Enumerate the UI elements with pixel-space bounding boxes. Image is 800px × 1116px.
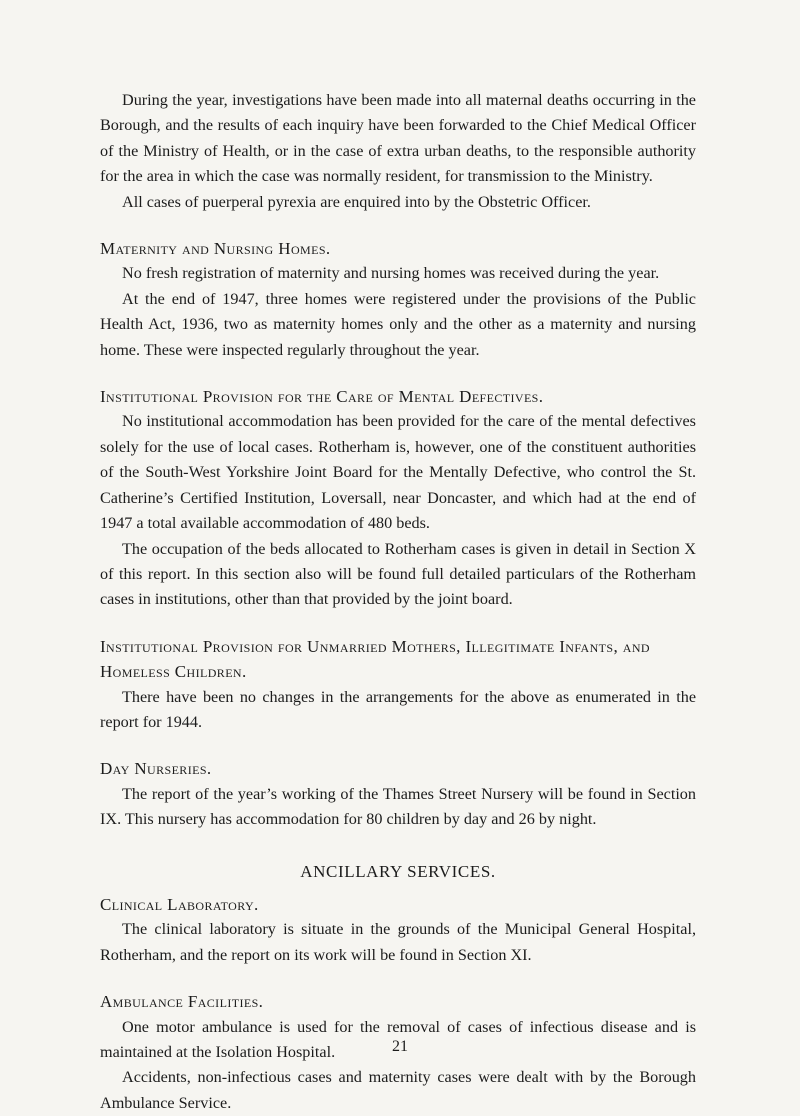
mental-defectives-section bbox=[100, 384, 696, 613]
intro-paragraph-1: During the year, investigations have been made into all maternal deaths occurring in the Borough, and the results of each inquiry have been forwarded to the Chief Medical Officer of the Ministry of Health, or in the case of extra urban deaths, to the responsible authority for the area in which the case was normally resident, for transmission to the Ministry. bbox=[100, 91, 696, 186]
clinical-laboratory-section bbox=[100, 892, 696, 968]
mental-defectives-paragraph-2: The occupation of the beds allocated to Rotherham cases is given in detail in Section X of this report. In this section also will be found full detailed particulars of the Rotherham cases in institutions, other than that provided by the joint board. bbox=[100, 539, 696, 609]
clinical-laboratory-paragraph: The clinical laboratory is situate in the grounds of the Municipal General Hospital, Rotherham, and the report on its work will be found in Section XI. bbox=[100, 920, 696, 964]
ambulance-paragraph-2: Accidents, non-infectious cases and maternity cases were dealt with by the Borough Ambulance Service. bbox=[100, 1068, 696, 1112]
ambulance-heading: Ambulance Facilities. bbox=[100, 992, 264, 1012]
ambulance-paragraph-1: One motor ambulance is used for the removal of cases of infectious disease and is maintained at the Isolation Hospital. bbox=[100, 1017, 696, 1061]
ancillary-services-heading: ANCILLARY SERVICES. bbox=[300, 861, 496, 881]
unmarried-mothers-heading: Institutional Provision for Unmarried Mothers, Illegitimate Infants, and Homeless Children. bbox=[100, 636, 650, 682]
maternity-paragraph-1: No fresh registration of maternity and nursing homes was received during the year. bbox=[122, 264, 660, 283]
page-number: 21 bbox=[392, 1038, 408, 1055]
intro-paragraph-2: All cases of puerperal pyrexia are enquired into by the Obstetric Officer. bbox=[122, 192, 591, 211]
unmarried-mothers-section bbox=[100, 634, 696, 736]
maternity-section bbox=[100, 236, 696, 363]
intro-section bbox=[100, 88, 696, 215]
unmarried-mothers-paragraph: There have been no changes in the arrangements for the above as enumerated in the report for 1944. bbox=[100, 687, 696, 731]
maternity-paragraph-2: At the end of 1947, three homes were registered under the provisions of the Public Health Act, 1936, two as maternity homes only and the other as a maternity and nursing home. These were inspected regularly throughout the year. bbox=[100, 289, 696, 359]
day-nurseries-heading: Day Nurseries. bbox=[100, 759, 212, 779]
mental-defectives-paragraph-1: No institutional accommodation has been provided for the care of the mental defectives solely for the use of local cases. Rotherham is, however, one of the constituent authorities of the South-West Yorkshire Joint Board for the Mentally Defective, who control the St. Catherine’s Certified Institution, Loversall, near Doncaster, and which had at the end of 1947 a total available accommodation of 480 beds. bbox=[100, 412, 696, 533]
maternity-heading: Maternity and Nursing Homes. bbox=[100, 239, 331, 259]
mental-defectives-heading: Institutional Provision for the Care of Mental Defectives. bbox=[100, 387, 544, 407]
day-nurseries-section bbox=[100, 756, 696, 832]
clinical-laboratory-heading: Clinical Laboratory. bbox=[100, 894, 259, 914]
day-nurseries-paragraph: The report of the year’s working of the Thames Street Nursery will be found in Section IX. This nursery has accommodation for 80 children by day and 26 by night. bbox=[100, 784, 696, 829]
